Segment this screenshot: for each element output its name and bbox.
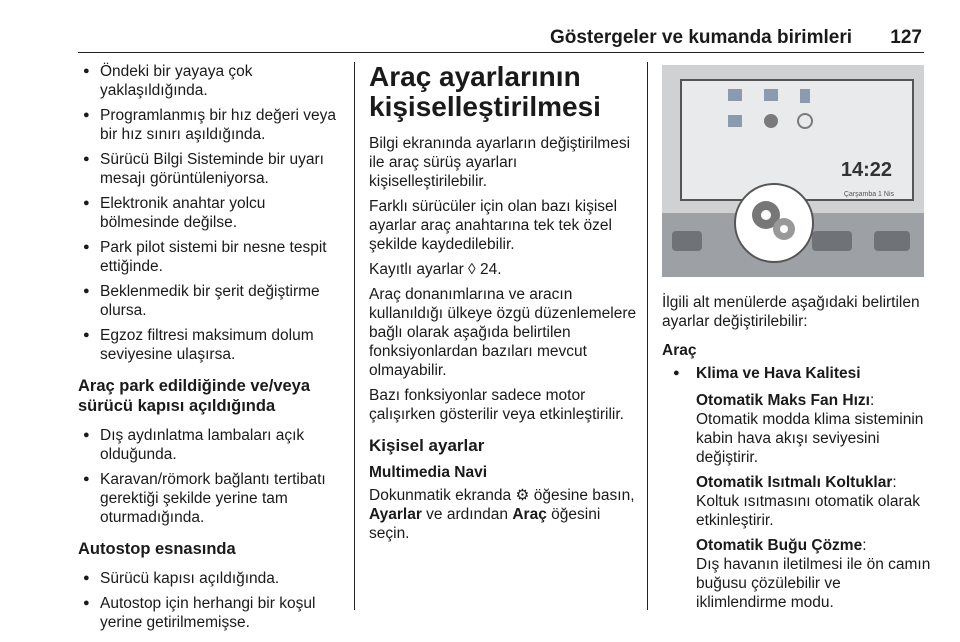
list-item: ● Beklenmedik bir şerit değiştirme olursa.: [78, 282, 348, 320]
list-item: ● Sürücü Bilgi Sisteminde bir uyarı mesajı görüntüleniyorsa.: [78, 150, 348, 188]
list-item: ● Elektronik anahtar yolcu bölmesinde değilse.: [78, 194, 348, 232]
list-item: ● Karavan/römork bağlantı tertibatı gerektiği şekilde yerine tam oturmadığında.: [78, 470, 348, 527]
section-heading-kisisel: Kişisel ayarlar: [369, 436, 485, 455]
subheading-multimedia: Multimedia Navi: [369, 464, 487, 481]
paragraph: Bilgi ekranında ayarların değiştirilmesi ile araç sürüş ayarları kişiselleştirilebilir.: [369, 135, 631, 190]
column-2: [369, 62, 639, 549]
list-item: ● Park pilot sistemi bir nesne tespit ettiğinde.: [78, 238, 348, 276]
bullet-list-top: [78, 62, 348, 364]
column-divider: [354, 62, 355, 610]
list-item: ● Egzoz filtresi maksimum dolum seviyesine ulaşırsa.: [78, 326, 348, 364]
page-number: 127: [890, 27, 922, 48]
paragraph-intro: İlgili alt menülerde aşağıdaki belirtilen ayarlar değiştirilebilir:: [662, 294, 920, 330]
section-heading-autostop: Autostop esnasında: [78, 540, 236, 558]
chapter-title: Araç ayarlarının kişiselleştirilmesi: [369, 61, 601, 122]
bullet-list-park: [78, 426, 348, 527]
menu-term-ayarlar: Ayarlar: [369, 506, 422, 523]
setting-item: Otomatik Isıtmalı Koltuklar: Koltuk ısıtmasını otomatik olarak etkinleştirir.: [696, 474, 920, 529]
paragraph-instruction: Dokunmatik ekranda ⚙ öğesine basın, Ayarlar ve ardından Araç öğesini seçin.: [369, 487, 635, 542]
section-heading-park: Araç park edildiğinde ve/veya sürücü kapısı açıldığında: [78, 377, 311, 415]
header-title: Göstergeler ve kumanda birimleri: [549, 27, 852, 48]
settings-gear-icon: ⚙: [515, 487, 530, 504]
setting-item: Otomatik Buğu Çözme: Dış havanın iletilmesi ile ön camın buğusu çözülebilir ve iklimlendirme modu.: [696, 537, 931, 611]
paragraph: Kayıtlı ayarlar ◊ 24.: [369, 261, 502, 278]
menu-term-arac: Araç: [512, 506, 547, 523]
infotainment-illustration: [662, 65, 924, 277]
bullet-list-autostop: [78, 569, 348, 632]
list-item: ● Sürücü kapısı açıldığında.: [78, 569, 348, 588]
list-item: ● Autostop için herhangi bir koşul yerine getirilmemişse.: [78, 594, 348, 632]
clock: 14:22: [840, 159, 892, 181]
list-item: ● Dış aydınlatma lambaları açık olduğunda.: [78, 426, 348, 464]
paragraph: Araç donanımlarına ve aracın kullanıldığı ülkeye özgü düzenlemelere bağlı olarak aşağıda belirtilen fonksiyonlardan bazıları mevcut olmayabilir.: [369, 286, 637, 379]
column-3: [662, 65, 932, 618]
setting-item: Otomatik Maks Fan Hızı: Otomatik modda klima sisteminin kabin hava akışı seviyesini değiştirir.: [696, 392, 924, 466]
subsection-klima: ● Klima ve Hava Kalitesi: [662, 364, 932, 383]
page-header: [0, 0, 960, 52]
date-label: Çarşamba 1 Nis: [843, 191, 894, 198]
column-divider: [647, 62, 648, 610]
header-rule: [78, 52, 924, 53]
section-arac: Araç: [662, 342, 697, 359]
paragraph: Bazı fonksiyonlar sadece motor çalışırken gösterilir veya etkinleştirilir.: [369, 387, 624, 423]
paragraph: Farklı sürücüler için olan bazı kişisel ayarlar araç anahtarına tek tek özel şekilde kaydedilebilir.: [369, 198, 618, 253]
list-item: ● Öndeki bir yayaya çok yaklaşıldığında.: [78, 62, 348, 100]
settings-gear-icon: [734, 183, 814, 263]
display-screen: [680, 79, 914, 201]
column-1: [78, 62, 348, 638]
list-item: ● Programlanmış bir hız değeri veya bir hız sınırı aşıldığında.: [78, 106, 348, 144]
